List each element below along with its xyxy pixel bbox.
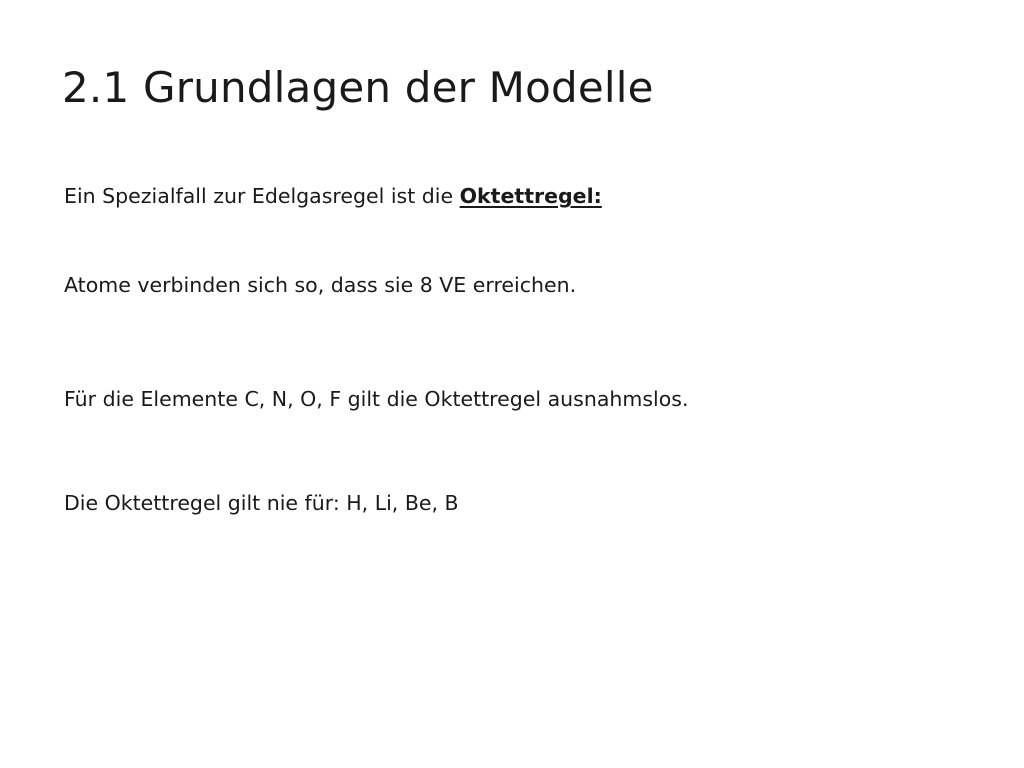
slide-title: 2.1 Grundlagen der Modelle — [62, 63, 654, 112]
never-applies-statement: Die Oktettregel gilt nie für: H, Li, Be, B — [64, 491, 459, 515]
octet-rule-term: Oktettregel: — [459, 184, 602, 208]
always-applies-statement: Für die Elemente C, N, O, F gilt die Oktettregel ausnahmslos. — [64, 387, 689, 411]
intro-text: Ein Spezialfall zur Edelgasregel ist die — [64, 184, 460, 208]
intro-paragraph — [64, 182, 602, 210]
rule-statement: Atome verbinden sich so, dass sie 8 VE erreichen. — [64, 273, 577, 297]
